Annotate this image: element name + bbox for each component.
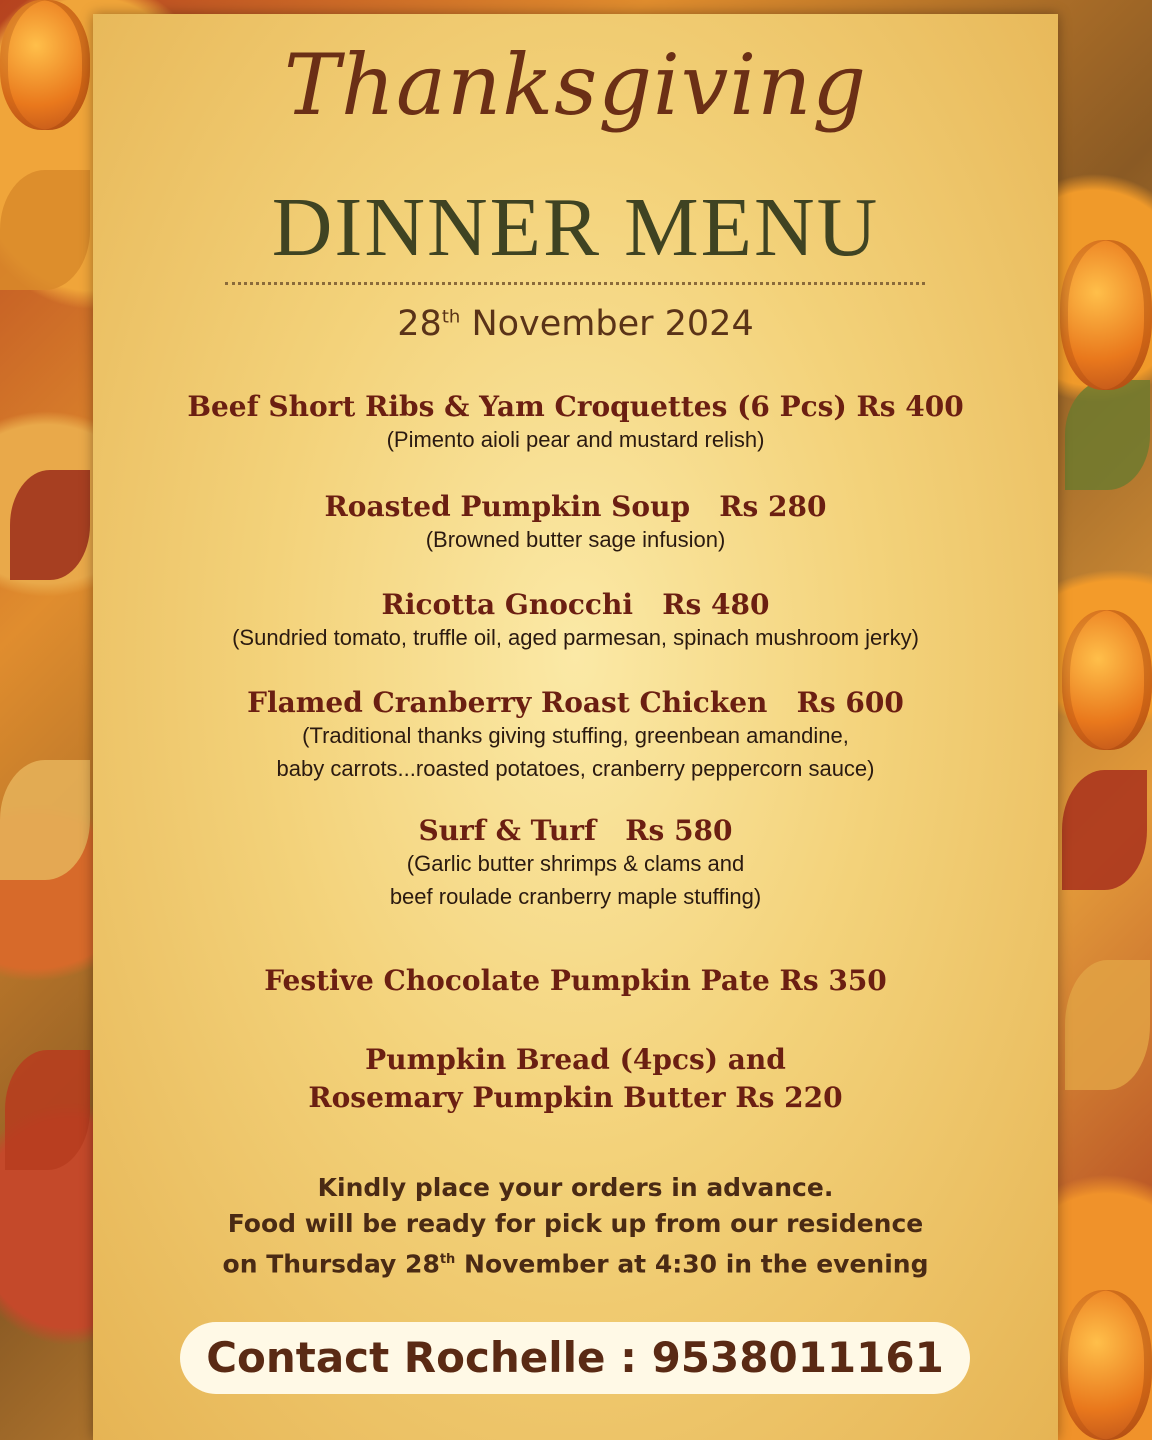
menu-item <box>93 1041 1058 1117</box>
menu-item <box>93 490 1058 556</box>
autumn-leaf-decoration <box>10 470 90 580</box>
pumpkin-decoration <box>1060 240 1152 390</box>
menu-item-desc: beef roulade cranberry maple stuffing) <box>389 884 762 909</box>
menu-item-desc: (Sundried tomato, truffle oil, aged parmesan, spinach mushroom jerky) <box>232 625 919 650</box>
menu-item-name: Surf & Turf Rs 580 <box>418 814 733 847</box>
menu-item-name: Festive Chocolate Pumpkin Pate Rs 350 <box>264 964 887 997</box>
menu-item <box>93 588 1058 654</box>
menu-item-desc: (Traditional thanks giving stuffing, greenbean amandine, <box>302 723 849 748</box>
autumn-leaf-decoration <box>1065 380 1150 490</box>
autumn-leaf-decoration <box>1065 960 1150 1090</box>
date-day: 28 <box>397 304 442 344</box>
menu-item <box>93 686 1058 785</box>
autumn-leaf-decoration <box>0 170 90 290</box>
order-notes <box>93 1170 1058 1282</box>
note-line: on Thursday 28th November at 4:30 in the evening <box>222 1249 929 1279</box>
contact-badge: Contact Rochelle : 9538011161 <box>180 1322 970 1394</box>
menu-item <box>93 814 1058 913</box>
menu-item-desc: baby carrots...roasted potatoes, cranberry peppercorn sauce) <box>276 756 875 781</box>
pumpkin-decoration <box>1062 610 1152 750</box>
event-date <box>93 304 1058 344</box>
menu-item-name: Ricotta Gnocchi Rs 480 <box>381 588 770 621</box>
note-line: Food will be ready for pick up from our residence <box>227 1209 924 1238</box>
menu-item-desc: (Browned butter sage infusion) <box>425 527 726 552</box>
autumn-leaf-decoration <box>5 1050 90 1170</box>
menu-item <box>93 964 1058 997</box>
menu-item-desc: (Pimento aioli pear and mustard relish) <box>386 427 765 452</box>
menu-item-name: Roasted Pumpkin Soup Rs 280 <box>324 490 827 523</box>
menu-panel <box>93 14 1058 1440</box>
date-month-year: November 2024 <box>471 304 754 344</box>
menu-item <box>93 390 1058 456</box>
note-line: Kindly place your orders in advance. <box>317 1173 834 1202</box>
dotted-divider <box>225 282 925 285</box>
menu-item-desc: (Garlic butter shrimps & clams and <box>406 851 745 876</box>
menu-item-name: Flamed Cranberry Roast Chicken Rs 600 <box>247 686 904 719</box>
date-suffix: th <box>441 306 461 328</box>
pumpkin-decoration <box>0 0 90 130</box>
menu-item-name: Pumpkin Bread (4pcs) and <box>365 1043 786 1076</box>
page-title: DINNER MENU <box>271 181 880 274</box>
autumn-leaf-decoration <box>1062 770 1147 890</box>
pumpkin-decoration <box>1060 1290 1152 1440</box>
autumn-leaf-decoration <box>0 760 90 880</box>
menu-item-name: Beef Short Ribs & Yam Croquettes (6 Pcs) Rs 400 <box>187 390 964 423</box>
menu-item-name-line2: Rosemary Pumpkin Butter Rs 220 <box>308 1081 843 1114</box>
script-title: Thanksgiving <box>283 36 868 134</box>
